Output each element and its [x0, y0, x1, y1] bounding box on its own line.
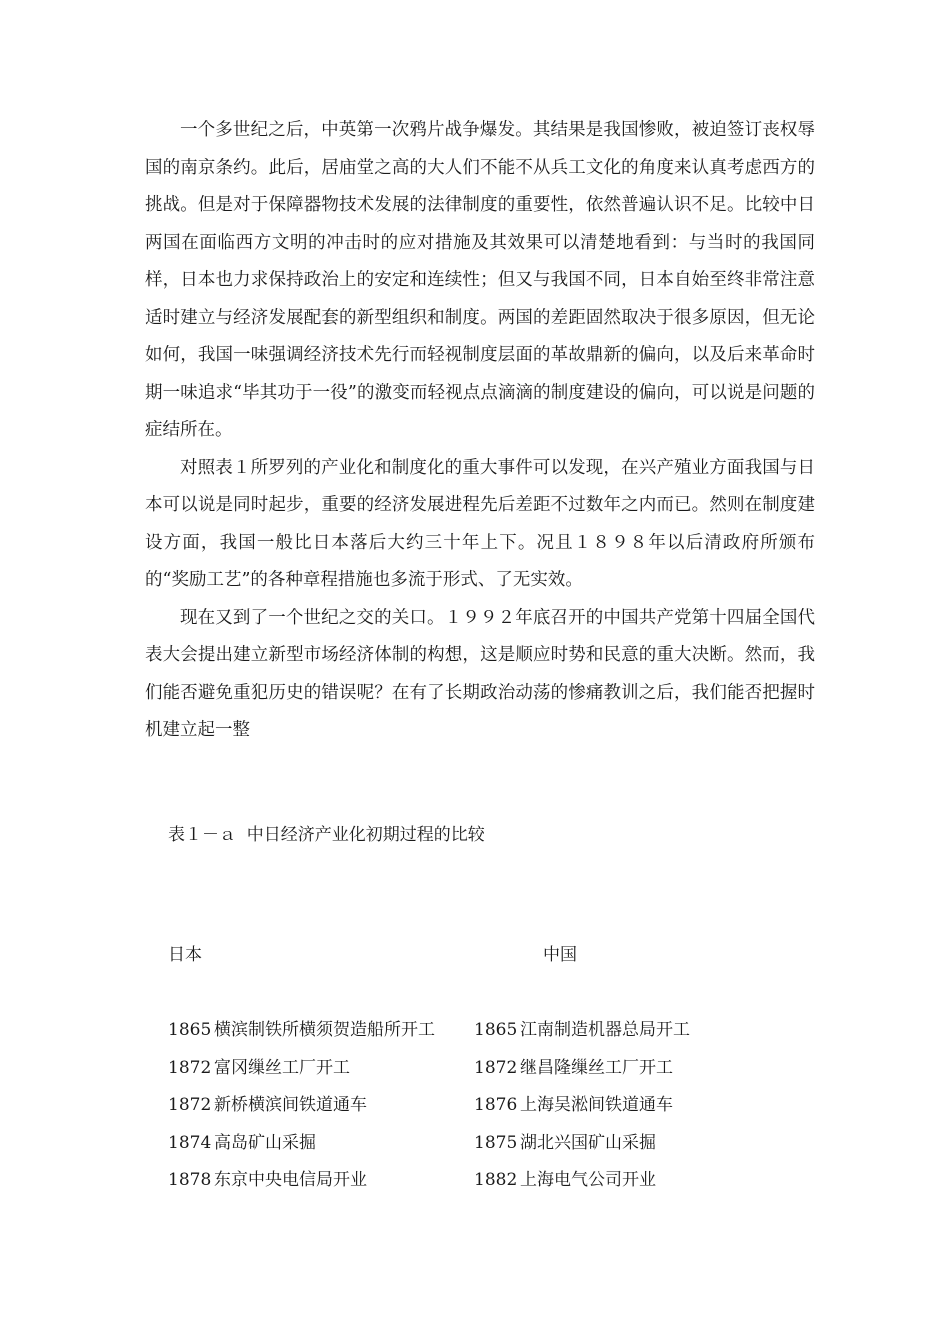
japan-event: 新桥横滨间铁道通车	[214, 1095, 367, 1115]
china-cell	[474, 1087, 673, 1125]
comparison-table	[168, 1012, 788, 1200]
japan-event: 东京中央电信局开业	[214, 1170, 367, 1190]
japan-cell	[168, 1087, 474, 1125]
japan-year: 1878	[168, 1170, 212, 1190]
japan-cell	[168, 1050, 474, 1088]
china-year: 1882	[474, 1170, 518, 1190]
china-event: 继昌隆缫丝工厂开工	[520, 1057, 673, 1078]
japan-cell	[168, 1012, 474, 1050]
japan-year: 1865	[168, 1020, 212, 1040]
paragraph-2: 对照表１所罗列的产业化和制度化的重大事件可以发现，在兴产殖业方面我国与日本可以说是同时起步，重要的经济发展进程先后差距不过数年之内而已。然则在制度建设方面，我国一般比日本落后大约三十年上下。况且１８９８年以后清政府所颁布的“奖励工艺”的各种章程措施也多流于形式、了无实效。	[145, 457, 815, 590]
paragraph-1: 一个多世纪之后，中英第一次鸦片战争爆发。其结果是我国惨败，被迫签订丧权辱国的南京条约。此后，居庙堂之高的大人们不能不从兵工文化的角度来认真考虑西方的挑战。但是对于保障器物技术发展的法律制度的重要性，依然普遍认识不足。比较中日两国在面临西方文明的冲击时的应对措施及其效果可以清楚地看到：与当时的我国同样，日本也力求保持政治上的安定和连续性；但又与我国不同，日本自始至终非常注意适时建立与经济发展配套的新型组织和制度。两国的差距固然取决于很多原因，但无论如何，我国一味强调经济技术先行而轻视制度层面的革故鼎新的偏向，以及后来革命时期一味追求“毕其功于一役”的激变而轻视点点滴滴的制度建设的偏向，可以说是问题的症结所在。	[145, 120, 815, 440]
japan-event: 横滨制铁所横须贺造船所开工	[214, 1020, 435, 1040]
china-cell	[474, 1012, 690, 1050]
china-event: 上海吴淞间铁道通车	[520, 1095, 673, 1115]
japan-event: 富冈缫丝工厂开工	[214, 1057, 350, 1078]
table-row	[168, 1012, 788, 1050]
china-event: 江南制造机器总局开工	[520, 1020, 690, 1040]
china-cell	[474, 1162, 656, 1200]
china-cell	[474, 1125, 656, 1163]
table-caption: 表１－ａ 中日经济产业化初期过程的比较	[168, 825, 485, 845]
column-header-japan: 日本	[168, 945, 202, 965]
china-year: 1876	[474, 1095, 518, 1115]
paragraph-3: 现在又到了一个世纪之交的关口。１９９２年底召开的中国共产党第十四届全国代表大会提出建立新型市场经济体制的构想，这是顺应时势和民意的重大决断。然而，我们能否避免重犯历史的错误呢？在有了长期政治动荡的惨痛教训之后，我们能否把握时机建立起一整	[145, 607, 815, 740]
japan-event: 高岛矿山采掘	[214, 1132, 316, 1153]
table-row	[168, 1162, 788, 1200]
china-year: 1865	[474, 1020, 518, 1040]
table-row	[168, 1050, 788, 1088]
table-row	[168, 1087, 788, 1125]
document-body	[145, 112, 815, 750]
china-event: 湖北兴国矿山采掘	[520, 1132, 656, 1153]
column-header-china: 中国	[543, 945, 577, 965]
china-cell	[474, 1050, 673, 1088]
japan-cell	[168, 1162, 474, 1200]
japan-year: 1874	[168, 1132, 212, 1153]
japan-year: 1872	[168, 1095, 212, 1115]
china-event: 上海电气公司开业	[520, 1170, 656, 1190]
japan-cell	[168, 1125, 474, 1163]
table-row	[168, 1125, 788, 1163]
china-year: 1875	[474, 1132, 518, 1153]
japan-year: 1872	[168, 1057, 212, 1078]
china-year: 1872	[474, 1057, 518, 1078]
